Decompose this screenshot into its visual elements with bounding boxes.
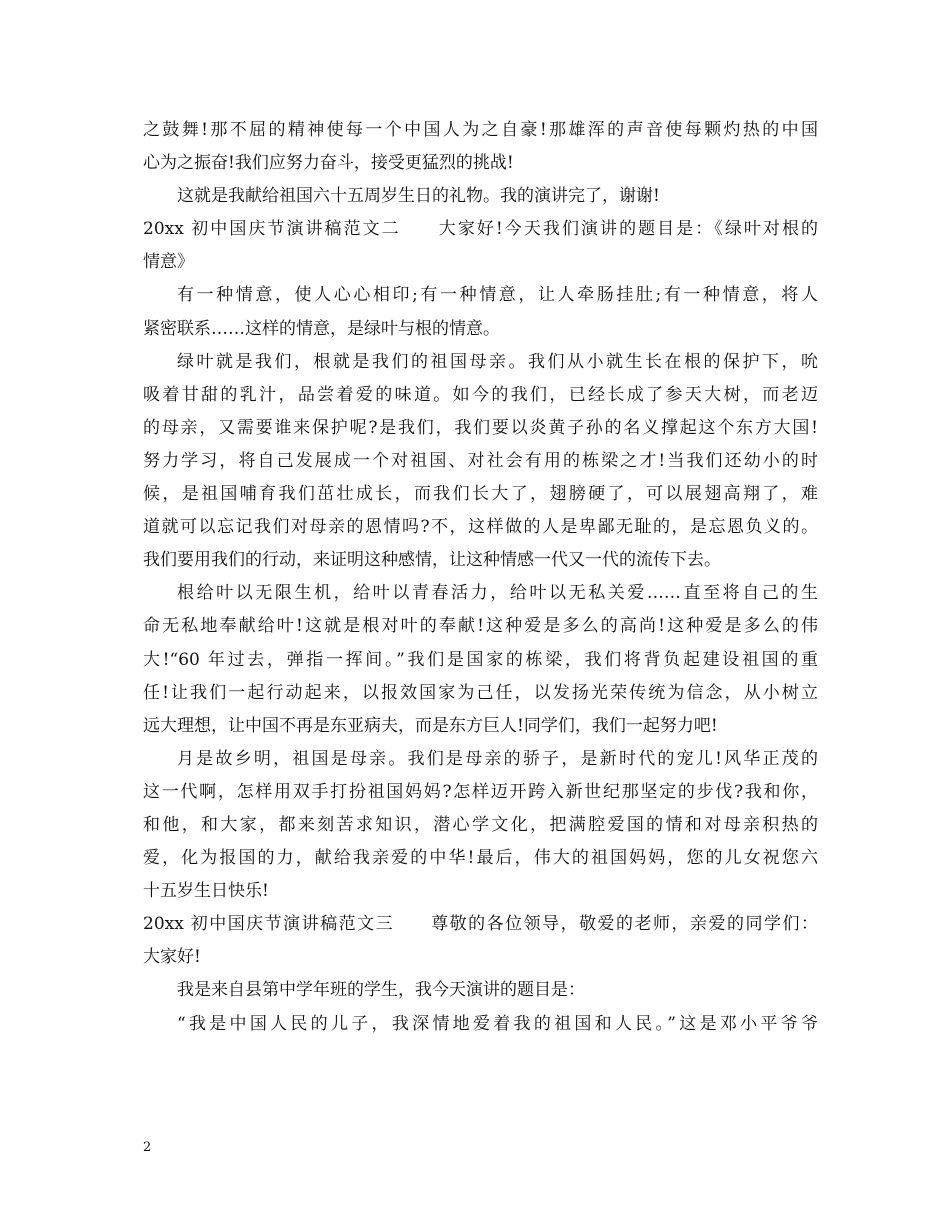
text-line: 20xx 初中国庆节演讲稿范文二 大家好!今天我们演讲的题目是：《绿叶对根的 (143, 219, 818, 240)
text-line: 努力学习，将自己发展成一个对祖国、对社会有用的栋梁之才!当我们还幼小的时 (143, 450, 818, 471)
text-line: 的母亲，又需要谁来保护呢?是我们，我们要以炎黄子孙的名义撑起这个东方大国! (143, 417, 818, 438)
text-line: 和他，和大家，都来刻苦求知识，潜心学文化，把满腔爱国的情和对母亲积热的 (143, 814, 818, 835)
page-number: 2 (143, 1140, 152, 1155)
text-line: 任!让我们一起行动起来，以报效国家为己任，以发扬光荣传统为信念，从小树立 (143, 682, 818, 703)
text-line: 这就是我献给祖国六十五周岁生日的礼物。我的演讲完了，谢谢! (177, 186, 660, 207)
text-line: 道就可以忘记我们对母亲的恩情吗?不，这样做的人是卑鄙无耻的，是忘恩负义的。 (143, 517, 818, 538)
text-line: 大家好! (143, 947, 201, 968)
text-line: 紧密联系……这样的情意，是绿叶与根的情意。 (143, 318, 500, 339)
text-line: “我是中国人民的儿子，我深情地爱着我的祖国和人民。”这是邓小平爷爷 (177, 1013, 818, 1034)
text-line: 大!“60 年过去，弹指一挥间。”我们是国家的栋梁，我们将背负起建设祖国的重 (143, 649, 818, 670)
body-text (143, 114, 818, 1041)
text-line: 我是来自县第中学年班的学生，我今天演讲的题目是： (177, 980, 585, 1001)
text-line: 候，是祖国哺育我们茁壮成长，而我们长大了，翅膀硬了，可以展翅高翔了，难 (143, 484, 818, 505)
text-line: 月是故乡明，祖国是母亲。我们是母亲的骄子，是新时代的宠儿!风华正茂的 (177, 748, 818, 769)
text-line: 之鼓舞!那不屈的精神使每一个中国人为之自豪!那雄浑的声音使每颗灼热的中国 (143, 120, 818, 140)
text-line: 情意》 (143, 252, 194, 273)
text-line: 20xx 初中国庆节演讲稿范文三 尊敬的各位领导，敬爱的老师，亲爱的同学们： (143, 914, 818, 935)
text-line: 吸着甘甜的乳汁，品尝着爱的味道。如今的我们，已经长成了参天大树，而老迈 (143, 384, 818, 405)
text-line: 远大理想，让中国不再是东亚病夫，而是东方巨人!同学们，我们一起努力吧! (143, 715, 718, 736)
text-line: 绿叶就是我们，根就是我们的祖国母亲。我们从小就生长在根的保护下，吮 (177, 351, 818, 372)
text-line: 十五岁生日快乐! (143, 881, 269, 902)
text-line: 根给叶以无限生机，给叶以青春活力，给叶以无私关爱……直至将自己的生 (177, 583, 818, 604)
text-line: 我们要用我们的行动，来证明这种感情，让这种情感一代又一代的流传下去。 (143, 550, 721, 571)
text-line: 有一种情意，使人心心相印;有一种情意，让人牵肠挂肚;有一种情意，将人 (177, 285, 818, 306)
text-line: 命无私地奉献给叶!这就是根对叶的奉献!这种爱是多么的高尚!这种爱是多么的伟 (143, 616, 818, 637)
text-line: 爱，化为报国的力，献给我亲爱的中华!最后，伟大的祖国妈妈，您的儿女祝您六 (143, 848, 818, 869)
text-line: 这一代啊，怎样用双手打扮祖国妈妈?怎样迈开跨入新世纪那坚定的步伐?我和你， (143, 781, 818, 802)
text-line: 心为之振奋!我们应努力奋斗，接受更猛烈的挑战! (143, 153, 514, 174)
